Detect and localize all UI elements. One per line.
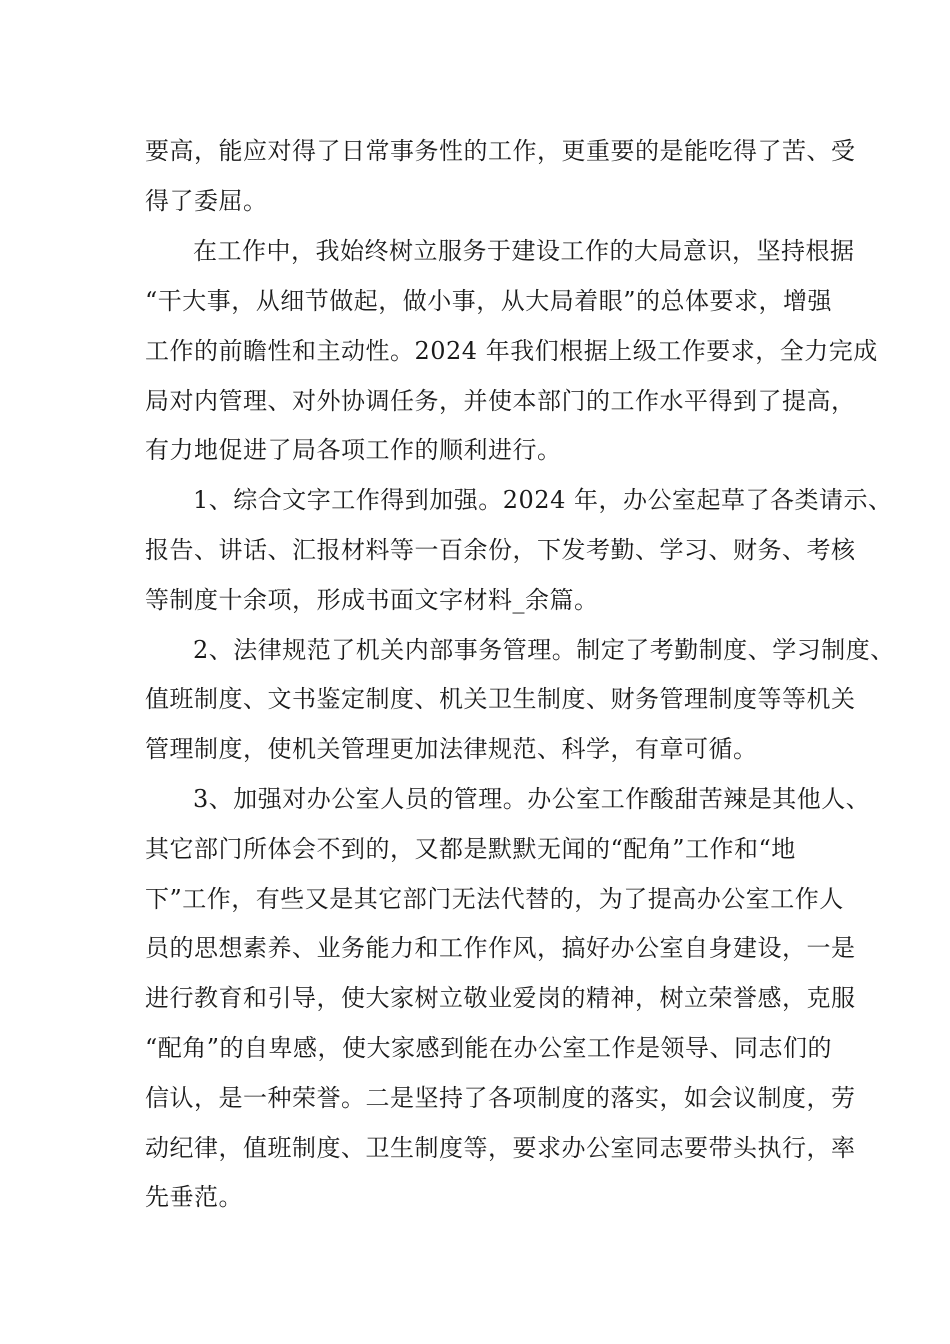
- paragraph-4-line-1: 2、法律规范了机关内部事务管理。制定了考勤制度、学习制度、: [193, 636, 895, 664]
- paragraph-3-line-2: 报告、讲话、汇报材料等一百余份，下发考勤、学习、财务、考核: [145, 536, 856, 564]
- paragraph-5-line-7: 信认，是一种荣誉。二是坚持了各项制度的落实，如会议制度，劳: [145, 1084, 856, 1112]
- paragraph-5-line-4: 员的思想素养、业务能力和工作作风，搞好办公室自身建设，一是: [145, 934, 856, 962]
- paragraph-1-line-1: 要高，能应对得了日常事务性的工作，更重要的是能吃得了苦、受: [145, 137, 856, 165]
- paragraph-5-line-9: 先垂范。: [145, 1183, 243, 1211]
- paragraph-3-line-3: 等制度十余项，形成书面文字材料_余篇。: [145, 586, 599, 614]
- paragraph-5-line-5: 进行教育和引导，使大家树立敬业爱岗的精神，树立荣誉感，克服: [145, 984, 856, 1012]
- paragraph-4-line-2: 值班制度、文书鉴定制度、机关卫生制度、财务管理制度等等机关: [145, 685, 856, 713]
- paragraph-5-line-2: 其它部门所体会不到的，又都是默默无闻的“配角”工作和“地: [145, 835, 796, 863]
- paragraph-2-line-2: “干大事，从细节做起，做小事，从大局着眼”的总体要求，增强: [145, 287, 833, 315]
- paragraph-2-line-3: 工作的前瞻性和主动性。2024 年我们根据上级工作要求，全力完成: [145, 337, 878, 365]
- paragraph-2-line-5: 有力地促进了局各项工作的顺利进行。: [145, 436, 562, 464]
- paragraph-1-line-2: 得了委屈。: [145, 187, 268, 215]
- paragraph-3-line-1: 1、综合文字工作得到加强。2024 年，办公室起草了各类请示、: [193, 486, 893, 514]
- paragraph-5-line-6: “配角”的自卑感，使大家感到能在办公室工作是领导、同志们的: [145, 1034, 833, 1062]
- paragraph-5-line-1: 3、加强对办公室人员的管理。办公室工作酸甜苦辣是其他人、: [193, 785, 871, 813]
- paragraph-5-line-8: 动纪律，值班制度、卫生制度等，要求办公室同志要带头执行，率: [145, 1134, 856, 1162]
- paragraph-4-line-3: 管理制度，使机关管理更加法律规范、科学，有章可循。: [145, 735, 758, 763]
- paragraph-2-line-1: 在工作中，我始终树立服务于建设工作的大局意识，坚持根据: [193, 237, 855, 265]
- paragraph-2-line-4: 局对内管理、对外协调任务，并使本部门的工作水平得到了提高，: [145, 387, 856, 415]
- paragraph-5-line-3: 下”工作，有些又是其它部门无法代替的，为了提高办公室工作人: [145, 885, 844, 913]
